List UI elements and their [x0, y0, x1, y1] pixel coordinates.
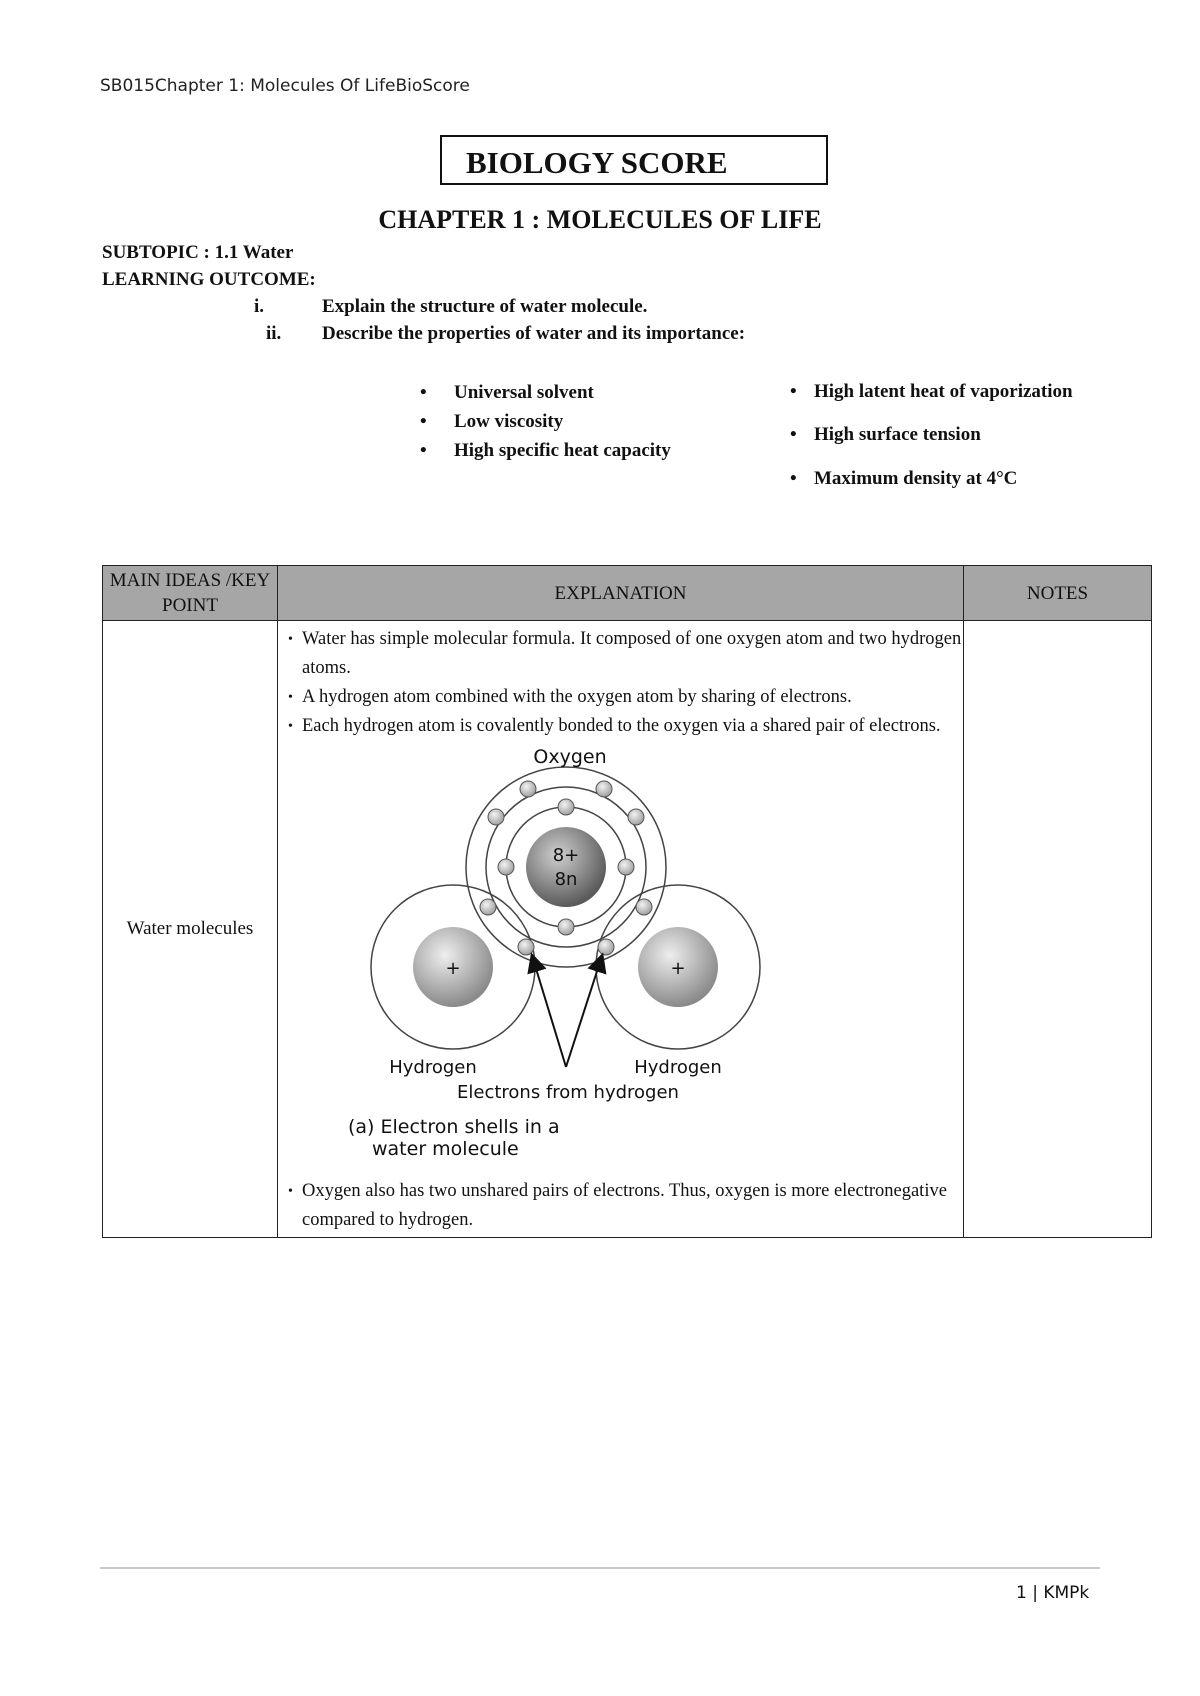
outcome-number: ii. — [266, 323, 282, 344]
property-item: • Maximum density at 4°C — [814, 468, 1017, 490]
outcome-text: Describe the properties of water and its importance: — [322, 323, 746, 344]
nucleus-protons-label: 8+ — [552, 845, 580, 866]
table-row — [103, 621, 1152, 1238]
hydrogen-left-charge: + — [445, 958, 461, 979]
explanation-cell — [278, 621, 964, 1238]
property-item: • Universal solvent — [454, 382, 594, 404]
hydrogen-right-charge: + — [670, 958, 686, 979]
explanation-bullet: • Water has simple molecular formula. It composed of one oxygen atom and two hydrogen atoms. — [288, 625, 963, 683]
water-molecule-diagram — [338, 747, 778, 1167]
arrow-to-left-electron — [534, 962, 566, 1067]
header-explanation: EXPLANATION — [278, 566, 964, 621]
explanation-bullet: • Each hydrogen atom is covalently bonded to the oxygen via a shared pair of electrons. — [288, 712, 963, 741]
oxygen-label: Oxygen — [533, 747, 607, 768]
header-notes: NOTES — [964, 566, 1152, 621]
title-box — [440, 135, 828, 185]
hydrogen-left-label: Hydrogen — [389, 1057, 477, 1078]
explanation-bullet: • A hydrogen atom combined with the oxygen atom by sharing of electrons. — [288, 683, 963, 712]
header-main-ideas: MAIN IDEAS /KEY POINT — [103, 566, 278, 621]
property-item: • Low viscosity — [454, 411, 563, 433]
outcome-number: i. — [254, 296, 265, 317]
nucleus-neutrons-label: 8n — [554, 869, 578, 890]
explanation-list — [278, 621, 963, 741]
property-item: • High latent heat of vaporization — [814, 381, 1073, 403]
learning-outcome-label: LEARNING OUTCOME: — [102, 269, 316, 290]
footer-divider — [100, 1567, 1100, 1569]
explanation-list-after — [278, 1167, 963, 1237]
hydrogen-right-label: Hydrogen — [634, 1057, 722, 1078]
footer-page-number: 1 | KMPk — [1016, 1583, 1090, 1603]
electrons-from-hydrogen-label: Electrons from hydrogen — [457, 1082, 679, 1103]
arrow-to-right-electron — [566, 962, 600, 1067]
property-item: • High surface tension — [814, 424, 981, 446]
running-header: SB015Chapter 1: Molecules Of LifeBioScore — [100, 76, 470, 96]
diagram-caption-line2: water molecule — [372, 1138, 519, 1160]
chapter-title: CHAPTER 1 : MOLECULES OF LIFE — [378, 205, 822, 234]
notes-cell — [964, 621, 1152, 1238]
explanation-bullet: • Oxygen also has two unshared pairs of electrons. Thus, oxygen is more electronegative compared to hydrogen. — [288, 1177, 963, 1235]
main-idea-cell: Water molecules — [103, 621, 278, 1238]
diagram-caption-line1: (a) Electron shells in a — [348, 1116, 560, 1138]
table-header-row — [103, 566, 1152, 621]
subtopic: SUBTOPIC : 1.1 Water — [102, 242, 294, 263]
outcome-text: Explain the structure of water molecule. — [322, 296, 648, 317]
notes-table — [102, 565, 1152, 1238]
title-box-text: BIOLOGY SCORE — [466, 145, 728, 180]
oxygen-nucleus — [526, 827, 606, 907]
property-item: • High specific heat capacity — [454, 440, 671, 462]
